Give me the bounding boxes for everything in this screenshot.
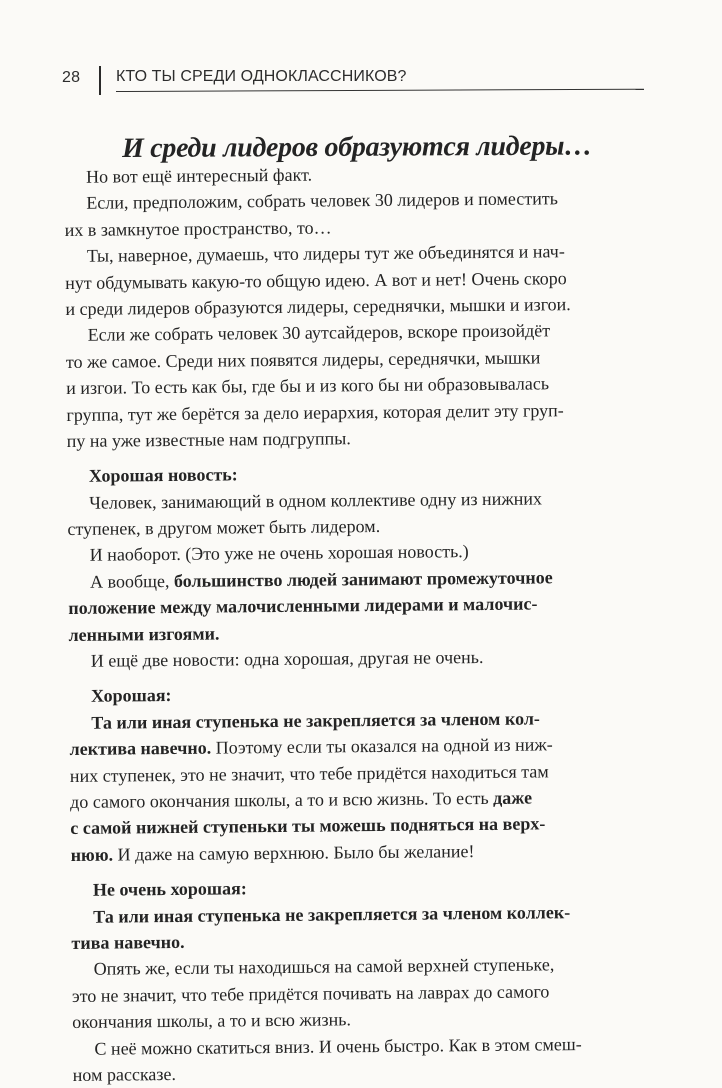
text-line: то же самое. Среди них появятся лидеры, середнячки, мышки (65, 347, 541, 372)
text-line: Но вот ещё интересный факт. (86, 164, 313, 187)
emphasized-text: большинство людей занимают промежуточное (173, 567, 553, 591)
text-line: их в замкнутое пространство, то… (64, 217, 332, 240)
emphasized-text-line: Та или иная ступенька не закрепляется за членом кол- (91, 708, 540, 733)
text-line: Если же собрать человек 30 аутсайдеров, вскоре произойдёт (87, 320, 551, 346)
emphasized-text-line: Та или иная ступенька не закрепляется за членом коллек- (93, 901, 571, 927)
text-line: С неё можно скатиться вниз. И очень быстро. Как в этом смеш- (94, 1033, 582, 1059)
text-line: Опять же, если ты находишься на самой верхней ступеньке, (93, 954, 555, 980)
not-so-good-heading: Не очень хорошая: (92, 878, 247, 900)
text-line: нут обдумывать какую-то общую идею. А вот и нет! Очень скоро (65, 267, 567, 293)
emphasized-text-line: тива навечно. (71, 931, 185, 953)
text-fragment: до самого окончания школы, а то и всю жизнь. То есть (70, 787, 494, 812)
text-line: это не значит, что тебе придётся почивать на лаврах до самого (71, 981, 550, 1006)
emphasized-text: нюю. (70, 844, 114, 865)
text-line: окончания школы, а то и всю жизнь. (72, 1009, 352, 1033)
good-news-heading: Хорошая новость: (88, 464, 238, 487)
running-head (62, 66, 644, 94)
text-line: Человек, занимающий в одном коллективе одну из нижних (89, 488, 543, 513)
text-line: Ты, наверное, думаешь, что лидеры тут же объединятся и нач- (86, 241, 565, 266)
emphasized-text-line: положение между малочисленными лидерами и малочис- (68, 593, 538, 619)
text-line: пу на уже известные нам подгруппы. (66, 428, 351, 451)
text-line: и среди лидеров образуются лидеры, середнячки, мышки и изгои. (65, 294, 571, 319)
text-line: и изгои. То есть как бы, где бы и из кого бы ни образовывалась (66, 373, 550, 399)
page-number: 28 (62, 69, 81, 86)
emphasized-text: даже (493, 787, 533, 808)
text-fragment: Поэтому если ты оказался на одной из ниж- (211, 734, 553, 758)
emphasized-text-line: ленными изгоями. (68, 623, 220, 645)
text-line: И ещё две новости: одна хорошая, другая не очень. (90, 647, 484, 671)
section-title: И среди лидеров образуются лидеры… (122, 130, 593, 164)
text-line: Если, предположим, собрать человек 30 лидеров и поместить (86, 188, 558, 214)
text-line: группа, тут же берётся за дело иерархия, которая делит эту груп- (66, 399, 564, 425)
header-rule (116, 89, 644, 92)
emphasized-text: лектива навечно. (69, 737, 212, 760)
chapter-title: КТО ТЫ СРЕДИ ОДНОКЛАССНИКОВ? (116, 68, 407, 85)
text-line: ступенек, в другом может быть лидером. (67, 516, 381, 540)
text-fragment: А вообще, (89, 570, 174, 592)
text-line: них ступенек, это не значит, что тебе придётся находиться там (69, 760, 549, 786)
good-heading: Хорошая: (91, 685, 172, 707)
text-fragment: И даже на самую верхнюю. Было бы желание! (112, 840, 475, 865)
body-text (64, 158, 665, 1088)
text-line: И наоборот. (Это уже не очень хорошая новость.) (89, 541, 469, 566)
emphasized-text-line: с самой нижней ступеньки ты можешь подняться на верх- (70, 813, 546, 839)
header-divider (99, 66, 101, 95)
text-line: ном рассказе. (72, 1063, 177, 1085)
